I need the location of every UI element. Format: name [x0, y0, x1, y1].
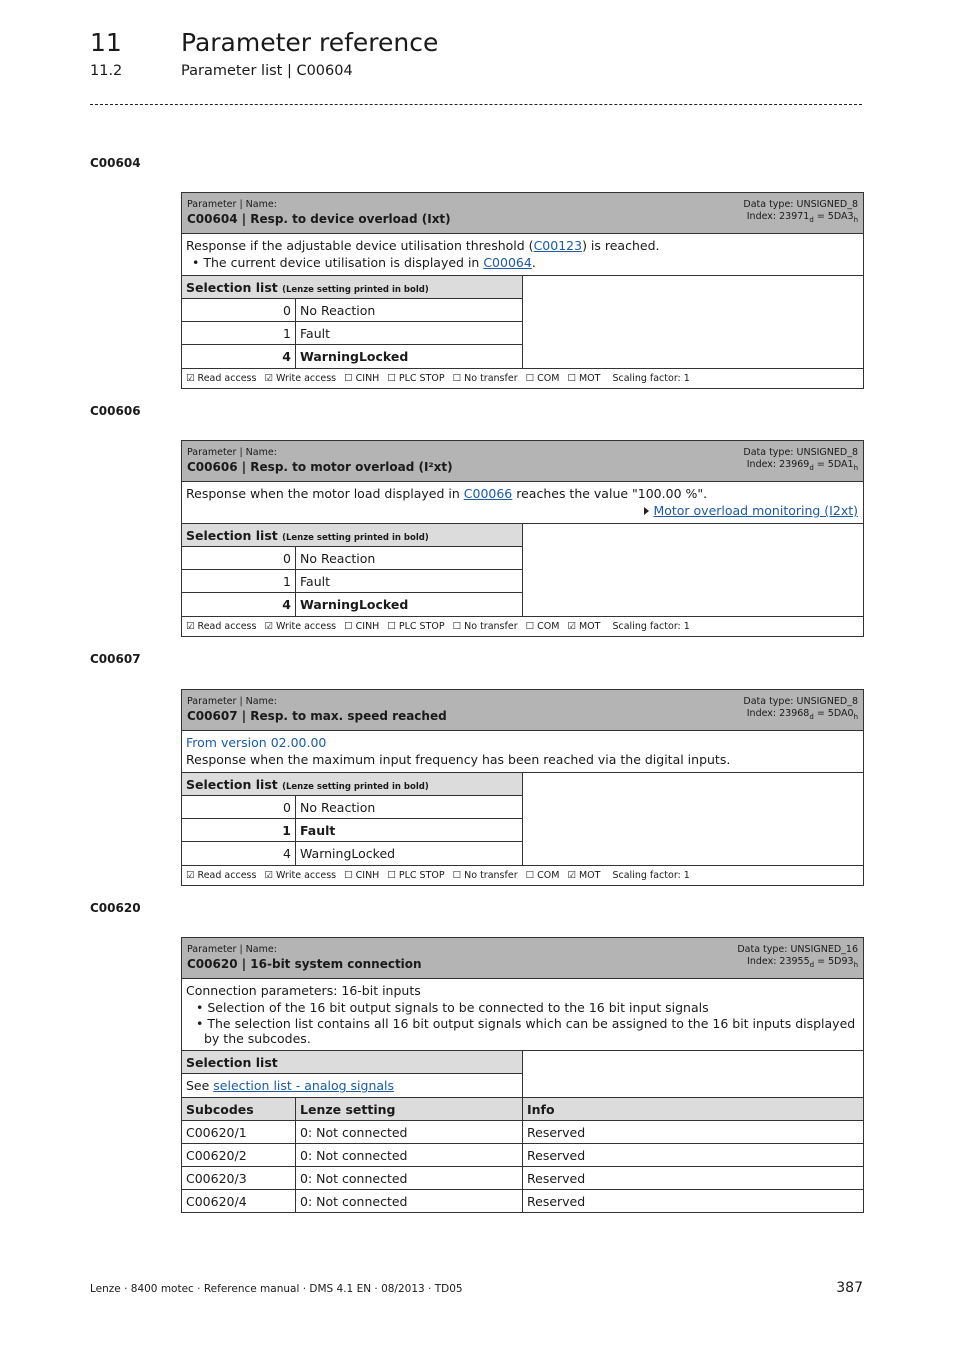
section-number: 11.2: [90, 63, 123, 79]
param-description: Response if the adjustable device utilisation threshold (C00123) is reached. • The current device utilisation is displayed in C00064.: [182, 234, 863, 276]
option-value: 4: [182, 593, 296, 616]
option-value: 1: [182, 322, 296, 345]
selection-list: [182, 524, 863, 617]
page-footer: Lenze · 8400 motec · Reference manual · DMS 4.1 EN · 08/2013 · TD05: [90, 1283, 463, 1295]
param-index: Index: $23968_d = 5DA0_h$: [746, 708, 858, 721]
chapter-number: 11: [90, 28, 122, 57]
selection-list: [182, 1051, 863, 1098]
param-index: Index: $23955_d = 5D93_h$: [747, 956, 858, 969]
page-number: 387: [836, 1280, 863, 1296]
param-header: [182, 938, 863, 979]
option-label: No Reaction: [296, 796, 523, 819]
section-title: Parameter list | C00604: [181, 63, 353, 79]
option-value: 1: [182, 570, 296, 593]
param-name-label: Parameter | Name:: [187, 696, 277, 707]
param-name: C00607 | Resp. to max. speed reached: [187, 709, 447, 723]
param-table-c00620: [181, 937, 864, 1213]
param-header: [182, 193, 863, 234]
option-value: 4: [182, 345, 296, 368]
param-name-label: Parameter | Name:: [187, 199, 277, 210]
param-label-c00604: C00604: [90, 156, 141, 170]
arrow-right-icon: [644, 507, 649, 515]
param-label-c00607: C00607: [90, 652, 141, 666]
option-label: Fault: [296, 570, 523, 593]
param-name-label: Parameter | Name:: [187, 447, 277, 458]
version-note: From version 02.00.00: [186, 735, 327, 750]
param-description: Connection parameters: 16-bit inputs • Selection of the 16 bit output signals to be connected to the 16 bit input signals • The selection list contains all 16 bit output signals which can be assigned to the 16 bit inputs displayed by the subcodes.: [182, 979, 863, 1051]
param-table-c00607: [181, 689, 864, 886]
table-cell: 0: Not connected: [296, 1189, 523, 1212]
link-c00064[interactable]: C00064: [483, 255, 532, 270]
table-cell: Reserved: [523, 1189, 863, 1212]
data-type: Data type: UNSIGNED_8: [743, 696, 858, 707]
selection-list-header: Selection list (Lenze setting printed in bold): [182, 276, 523, 299]
param-index: Index: $23971_d = 5DA3_h$: [746, 211, 858, 224]
column-header: Lenze setting: [296, 1097, 523, 1120]
param-name: C00604 | Resp. to device overload (Ixt): [187, 212, 451, 226]
data-type: Data type: UNSIGNED_8: [743, 199, 858, 210]
table-cell: Reserved: [523, 1166, 863, 1189]
header-divider: [90, 104, 862, 105]
link-c00123[interactable]: C00123: [533, 238, 583, 253]
param-label-c00620: C00620: [90, 901, 141, 915]
option-value: 0: [182, 796, 296, 819]
param-label-c00606: C00606: [90, 404, 141, 418]
option-label: WarningLocked: [296, 593, 523, 616]
selection-list: [182, 773, 863, 866]
table-cell: C00620/2: [182, 1143, 296, 1166]
data-type: Data type: UNSIGNED_16: [737, 944, 858, 955]
table-cell: C00620/3: [182, 1166, 296, 1189]
param-name: C00620 | 16-bit system connection: [187, 957, 422, 971]
table-cell: Reserved: [523, 1120, 863, 1143]
option-label: WarningLocked: [296, 345, 523, 368]
param-index: Index: $23969_d = 5DA1_h$: [746, 459, 858, 472]
selection-see: See selection list - analog signals: [182, 1074, 523, 1097]
access-flags: ☑ Read access ☑ Write access ☐ CINH ☐ PLC STOP ☐ No transfer ☐ COM ☐ MOT Scaling factor: 1: [186, 373, 690, 384]
column-header: Subcodes: [182, 1097, 296, 1120]
param-table-c00606: [181, 440, 864, 637]
param-description: Response when the motor load displayed in C00066 reaches the value "100.00 %". Motor overload monitoring (I2xt): [182, 482, 863, 524]
table-cell: 0: Not connected: [296, 1120, 523, 1143]
option-label: No Reaction: [296, 299, 523, 322]
data-type: Data type: UNSIGNED_8: [743, 447, 858, 458]
column-header: Info: [523, 1097, 863, 1120]
option-label: Fault: [296, 819, 523, 842]
link-motor-overload[interactable]: Motor overload monitoring (I2xt): [653, 503, 858, 518]
chapter-title: Parameter reference: [181, 28, 439, 57]
option-value: 0: [182, 299, 296, 322]
param-table-c00604: [181, 192, 864, 389]
param-description: From version 02.00.00 Response when the maximum input frequency has been reached via the digital inputs.: [182, 731, 863, 773]
option-label: Fault: [296, 322, 523, 345]
subcodes-table: [182, 1097, 863, 1212]
option-label: No Reaction: [296, 547, 523, 570]
table-cell: 0: Not connected: [296, 1143, 523, 1166]
access-flags: ☑ Read access ☑ Write access ☐ CINH ☐ PLC STOP ☐ No transfer ☐ COM ☑ MOT Scaling factor: 1: [186, 870, 690, 881]
param-header: [182, 441, 863, 482]
selection-list: [182, 276, 863, 369]
access-flags: ☑ Read access ☑ Write access ☐ CINH ☐ PLC STOP ☐ No transfer ☐ COM ☑ MOT Scaling factor: 1: [186, 621, 690, 632]
selection-list-header: Selection list (Lenze setting printed in bold): [182, 773, 523, 796]
selection-list-header: Selection list: [182, 1051, 523, 1074]
selection-list-header: Selection list (Lenze setting printed in bold): [182, 524, 523, 547]
table-cell: 0: Not connected: [296, 1166, 523, 1189]
link-c00066[interactable]: C00066: [463, 486, 513, 501]
link-selection-list-analog[interactable]: selection list - analog signals: [213, 1078, 395, 1093]
param-name-label: Parameter | Name:: [187, 944, 277, 955]
table-cell: C00620/1: [182, 1120, 296, 1143]
table-cell: C00620/4: [182, 1189, 296, 1212]
param-name: C00606 | Resp. to motor overload (I²xt): [187, 460, 453, 474]
param-header: [182, 690, 863, 731]
option-value: 0: [182, 547, 296, 570]
option-value: 1: [182, 819, 296, 842]
option-value: 4: [182, 842, 296, 865]
option-label: WarningLocked: [296, 842, 523, 865]
table-cell: Reserved: [523, 1143, 863, 1166]
